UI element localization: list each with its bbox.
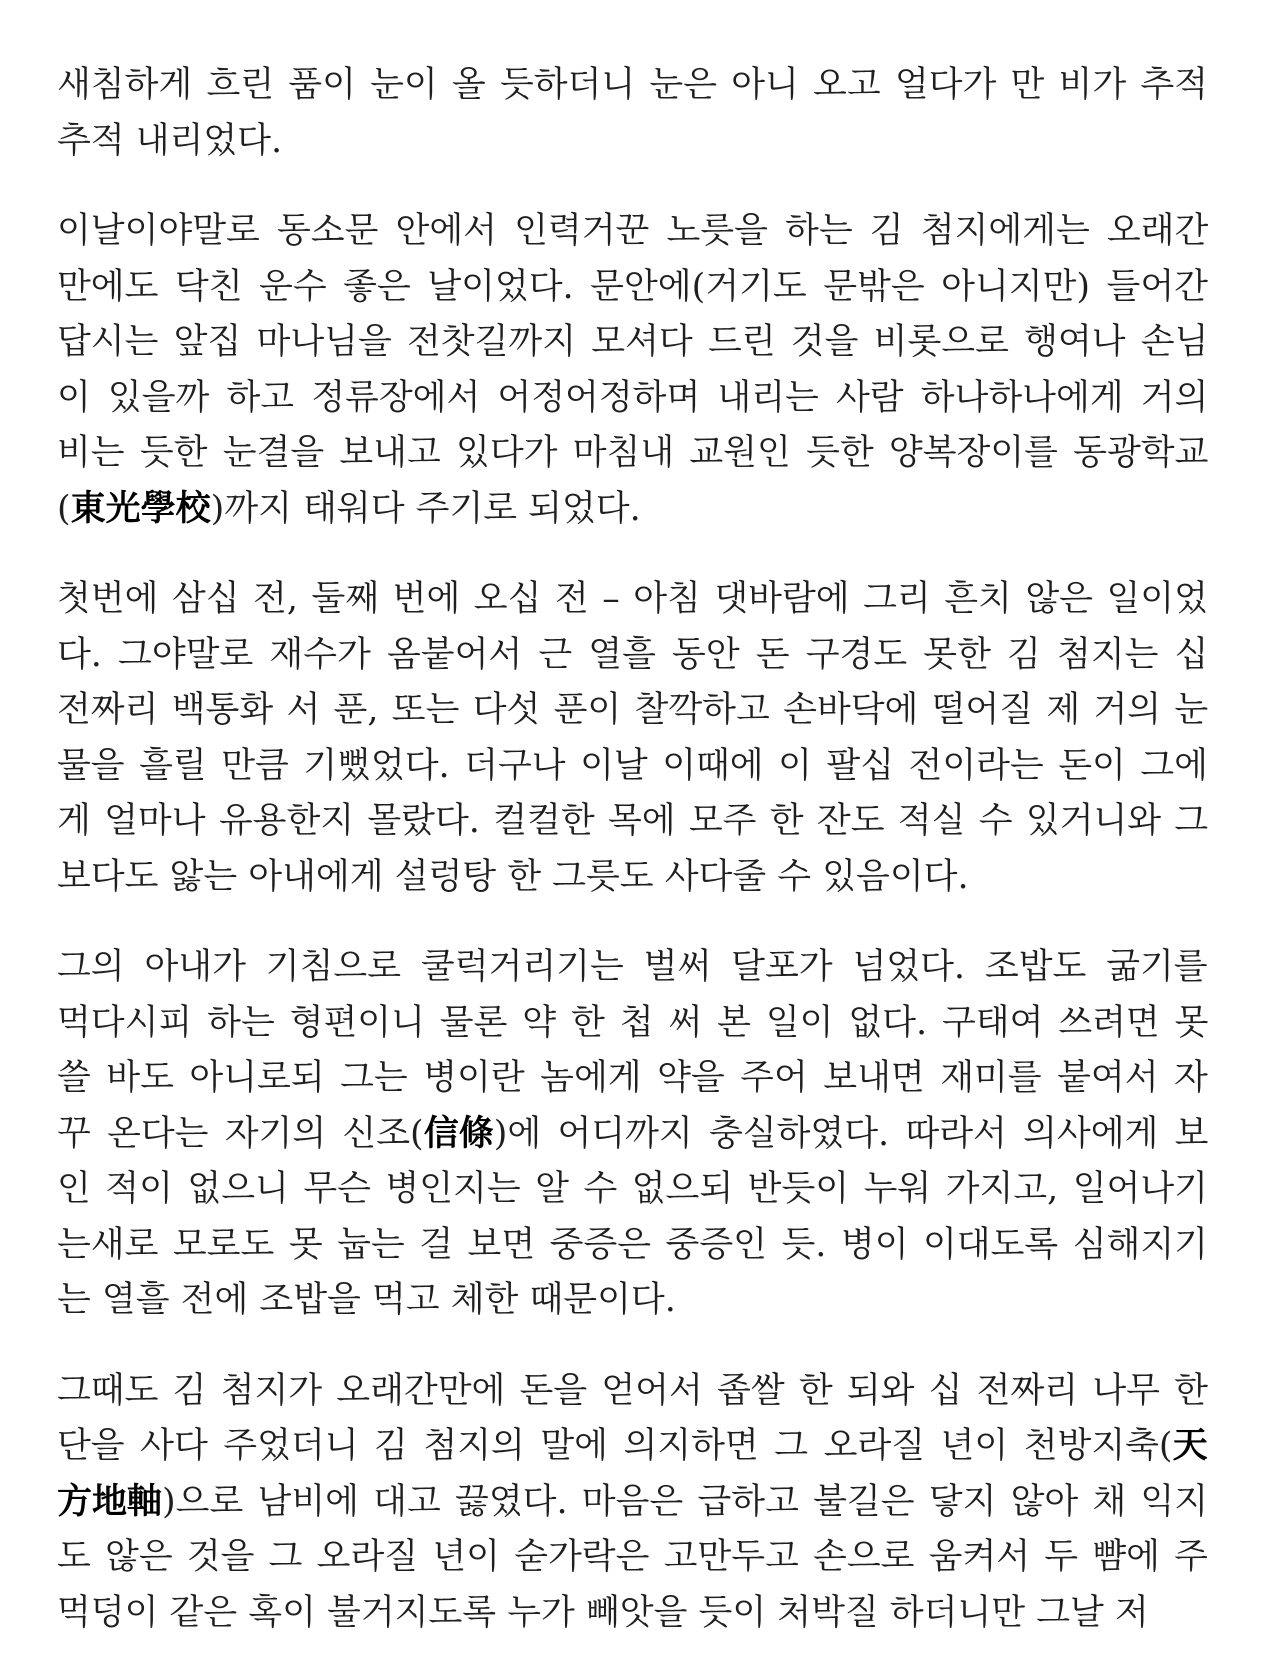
- text-segment: 답시는 앞집 마나님을 전찻길까지 모셔다 드린 것을 비롯으로 행여나 손님: [57, 322, 1208, 362]
- text-line: [57, 58, 1208, 114]
- text-segment: 도 않은 것을 그 오라질 년이 숟가락은 고만두고 손으로 움켜서 두 뺨에 주: [57, 1537, 1208, 1577]
- text-line: [57, 1475, 1208, 1531]
- paragraph: [57, 940, 1208, 1329]
- text-line: [57, 794, 1208, 850]
- text-segment: 물을 흘릴 만큼 기뻤었다. 더구나 이날 이때에 이 팔십 전이라는 돈이 그에: [57, 745, 1208, 786]
- text-segment: 새침하게 흐린 품이 눈이 올 듯하더니 눈은 아니 오고 얼다가 만 비가 추적: [57, 65, 1208, 105]
- text-segment: (: [57, 488, 71, 529]
- text-line: [57, 260, 1208, 316]
- text-segment: )까지 태워다 주기로 되었다.: [210, 488, 641, 529]
- text-line: [57, 1162, 1208, 1218]
- text-segment: 첫번에 삼십 전, 둘째 번에 오십 전 – 아침 댓바람에 그리 흔치 않은 일이었: [57, 579, 1208, 619]
- text-line: [57, 114, 1208, 170]
- text-segment: 쓸 바도 아니로되 그는 병이란 놈에게 약을 주어 보내면 재미를 붙여서 자: [57, 1058, 1208, 1098]
- text-line: [57, 315, 1208, 371]
- text-segment: 이 있을까 하고 정류장에서 어정어정하며 내리는 사람 하나하나에게 거의: [57, 377, 1208, 418]
- text-line: [57, 426, 1208, 482]
- text-segment: )으로 남비에 대고 끓였다. 마음은 급하고 불길은 닿지 않아 채 익지: [162, 1481, 1208, 1522]
- text-line: [57, 482, 1208, 538]
- text-line: [57, 1273, 1208, 1329]
- paragraph: [57, 204, 1208, 537]
- text-line: [57, 204, 1208, 260]
- hanja-term: 方地軸: [57, 1481, 163, 1522]
- text-line: [57, 1364, 1208, 1420]
- text-segment: 전짜리 백통화 서 푼, 또는 다섯 푼이 찰깍하고 손바닥에 떨어질 제 거의 눈: [57, 690, 1208, 730]
- text-segment: 먹덩이 같은 혹이 불거지도록 누가 빼앗을 듯이 처박질 하더니만 그날 저: [57, 1592, 1149, 1633]
- text-segment: 는새로 모로도 못 눕는 걸 보면 중증은 중증인 듯. 병이 이대도록 심해지기: [57, 1224, 1208, 1265]
- text-line: [57, 1107, 1208, 1163]
- text-segment: 만에도 닥친 운수 좋은 날이었다. 문안에(거기도 문밖은 아니지만) 들어간: [57, 266, 1208, 307]
- text-segment: 다. 그야말로 재수가 옴붙어서 근 열흘 동안 돈 구경도 못한 김 첨지는 십: [57, 634, 1208, 675]
- text-segment: )에 어디까지 충실하였다. 따라서 의사에게 보: [493, 1113, 1208, 1154]
- text-line: [57, 1530, 1208, 1586]
- text-segment: 보다도 앓는 아내에게 설렁탕 한 그릇도 사다줄 수 있음이다.: [57, 856, 969, 897]
- paragraph: [57, 1364, 1208, 1642]
- text-line: [57, 683, 1208, 739]
- text-segment: 꾸 온다는 자기의 신조(: [57, 1113, 424, 1154]
- text-line: [57, 1218, 1208, 1274]
- hanja-term: 天: [1172, 1426, 1208, 1466]
- text-segment: 그때도 김 첨지가 오래간만에 돈을 얻어서 좁쌀 한 되와 십 전짜리 나무 한: [57, 1370, 1208, 1411]
- text-segment: 게 얼마나 유용한지 몰랐다. 컬컬한 목에 모주 한 잔도 적실 수 있거니와 그: [57, 801, 1208, 841]
- text-segment: 는 열흘 전에 조밥을 먹고 체한 때문이다.: [57, 1280, 676, 1320]
- text-line: [57, 1586, 1208, 1642]
- paragraph: [57, 58, 1208, 169]
- text-line: [57, 1051, 1208, 1107]
- text-line: [57, 572, 1208, 628]
- hanja-term: 東光學校: [70, 488, 211, 529]
- text-line: [57, 996, 1208, 1052]
- text-segment: 비는 듯한 눈결을 보내고 있다가 마침내 교원인 듯한 양복장이를 동광학교: [57, 433, 1208, 473]
- text-line: [57, 371, 1208, 427]
- text-segment: 먹다시피 하는 형편이니 물론 약 한 첩 써 본 일이 없다. 구태여 쓰려면 못: [57, 1002, 1208, 1043]
- text-segment: 이날이야말로 동소문 안에서 인력거꾼 노릇을 하는 김 첨지에게는 오래간: [57, 211, 1208, 251]
- text-line: [57, 739, 1208, 795]
- text-line: [57, 1419, 1208, 1475]
- text-segment: 추적 내리었다.: [57, 120, 283, 161]
- text-line: [57, 940, 1208, 996]
- text-line: [57, 628, 1208, 684]
- hanja-term: 信條: [423, 1113, 494, 1154]
- text-segment: 그의 아내가 기침으로 쿨럭거리기는 벌써 달포가 넘었다. 조밥도 굶기를: [57, 947, 1208, 987]
- text-segment: 인 적이 없으니 무슨 병인지는 알 수 없으되 반듯이 누워 가지고, 일어나기: [57, 1169, 1208, 1209]
- text-line: [57, 850, 1208, 906]
- text-segment: 단을 사다 주었더니 김 첨지의 말에 의지하면 그 오라질 년이 천방지축(: [57, 1426, 1173, 1466]
- paragraph: [57, 572, 1208, 905]
